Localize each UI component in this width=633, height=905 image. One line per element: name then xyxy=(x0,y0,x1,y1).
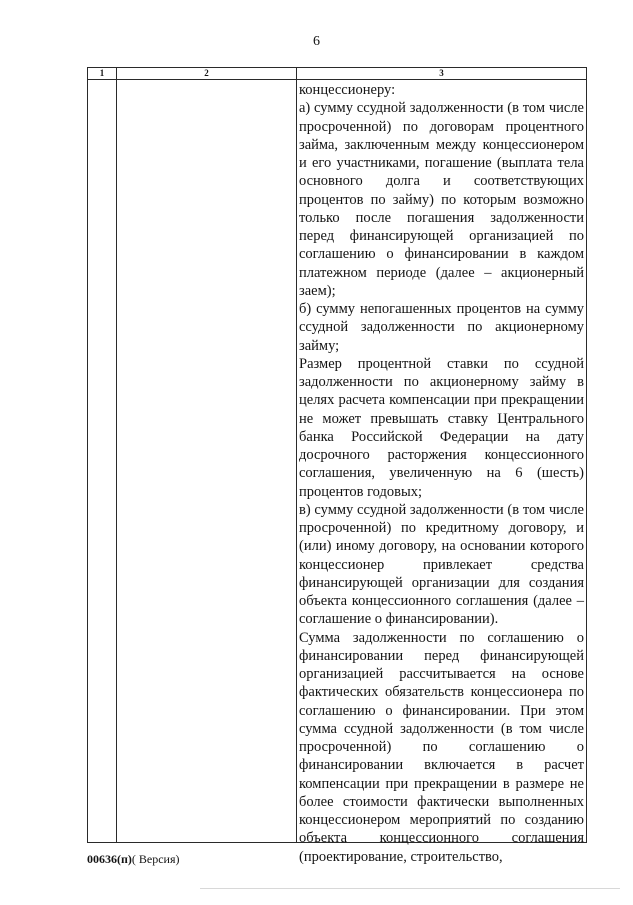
paragraph-v: в) сумму ссудной задолженности (в том числе просроченной) по кредитному договору, и (или) иному договору, на основании которого концессионер привлекает средства финансирующей организации для создания объекта концессионного соглашения (далее – соглашение о финансировании). xyxy=(299,501,584,628)
page-number: 6 xyxy=(313,34,320,49)
paragraph-a: а) сумму ссудной задолженности (в том числе просроченной) по договорам процентного займа, заключенным между концессионером и его участниками, погашение (выплата тела основного долга и соответствующих процентов по займу) по которым возможно только после погашения задолженности перед финансирующей организацией по соглашению о финансировании в каждом платежном периоде (далее – акционерный заем); xyxy=(299,100,584,299)
document-footer xyxy=(87,852,180,867)
paragraph-b: б) сумму непогашенных процентов на сумму ссудной задолженности по акционерному займу; xyxy=(299,301,584,354)
header-col-1: 1 xyxy=(99,68,105,78)
document-code: 00636(п) xyxy=(87,852,132,866)
paragraph-interest-rate: Размер процентной ставки по ссудной задолженности по акционерному займу в целях расчета компенсации при прекращении не может превышать ставку Центрального банка Российской Федерации на дату досрочного расторжения концессионного соглашения, увеличенную на 6 (шесть) процентов годовых; xyxy=(299,355,584,500)
column-divider-2 xyxy=(296,68,297,842)
column-divider-1 xyxy=(116,68,117,842)
header-col-3: 3 xyxy=(439,68,444,78)
paragraph-debt-amount: Сумма задолженности по соглашению о финансировании перед финансирующей организацией рассчитывается на основе фактических обязательств концессионера по соглашению о финансировании. При этом сумма ссудной задолженности (в том числе просроченной) по соглашению о финансировании включается в расчет компенсации при прекращении в размере не более стоимости фактически выполненных концессионером мероприятий по созданию объекта концессионного соглашения (проектирование, строительство, xyxy=(299,629,584,865)
document-version: ( Версия) xyxy=(131,852,180,866)
scan-artifact-line xyxy=(200,888,620,889)
paragraph-intro: концессионеру: xyxy=(299,82,396,98)
column-3-content xyxy=(299,81,584,866)
header-col-2: 2 xyxy=(204,68,209,78)
table-header-row xyxy=(88,68,586,80)
